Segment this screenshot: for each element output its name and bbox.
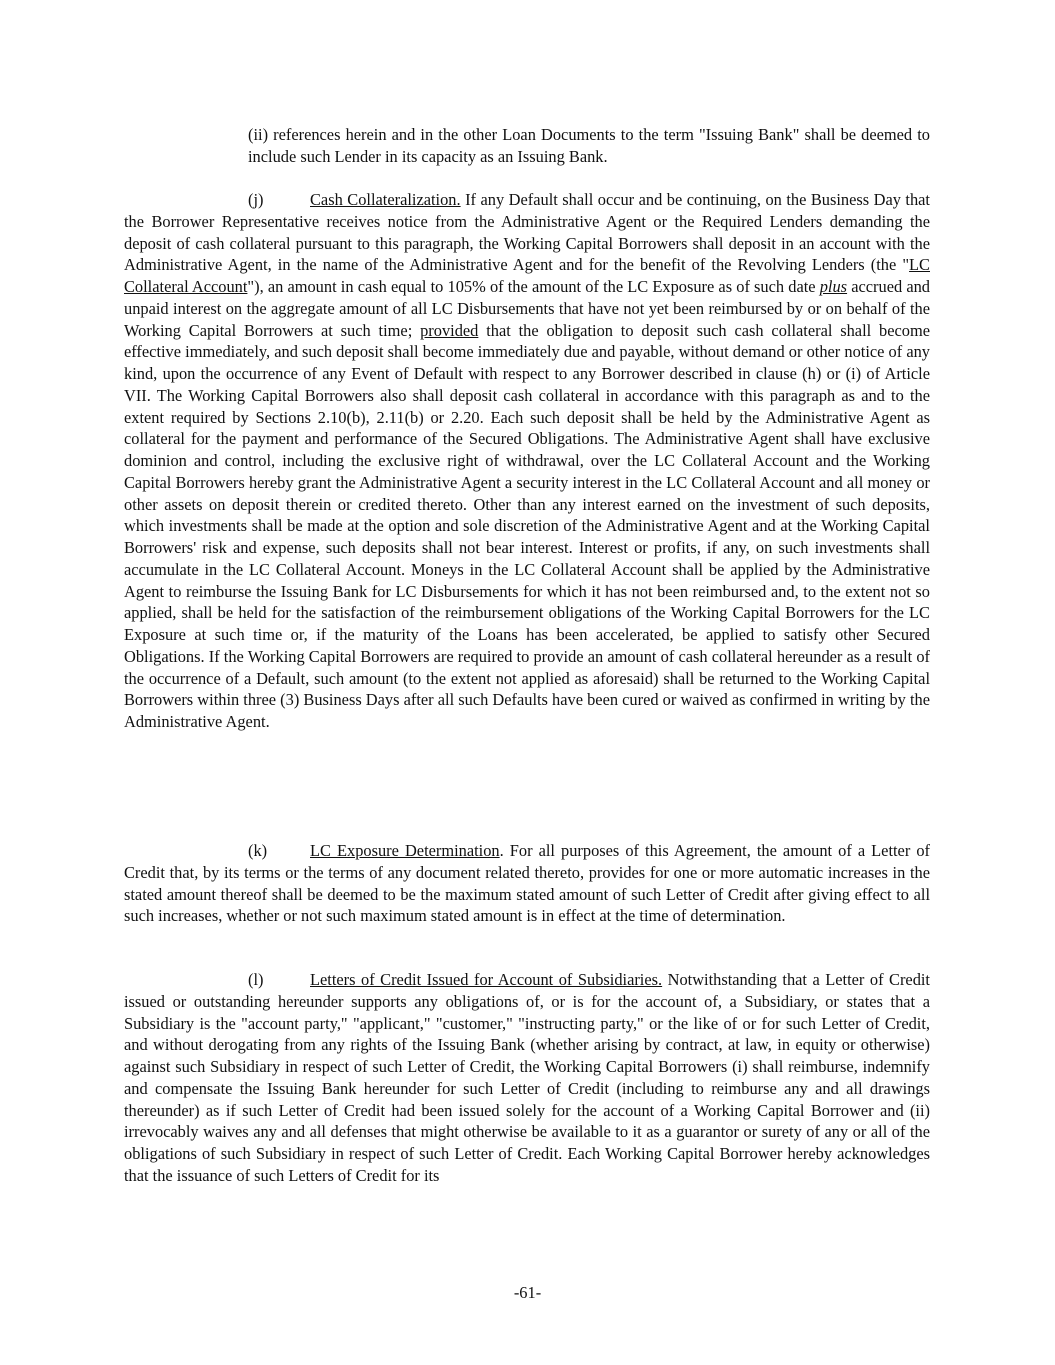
paragraph-l-text-1: Notwithstanding that a Letter of Credit issued or outstanding hereunder supports any obligations of, or is for the account of, a Subsidiary, or states that a Subsidiary is the "account party," "applicant," "customer," "instructing party," or the like of or for such Letter of Credit, and without derogating from any rights of the Issuing Bank (whether arising by contract, at law, in equity or otherwise) against such Subsidiary in respect of such Letter of Credit, the Working Capital Borrowers (i) shall reimburse, indemnify and compensate the Issuing Bank hereunder for such Letter of Credit (including to reimburse any and all drawings thereunder) as if such Letter of Credit had been issued solely for the account of a Working Capital Borrower and (ii) irrevocably waives any and all defenses that might otherwise be available to it as a guarantor or surety of any or all of the obligations of such Subsidiary in respect of such Letter of Credit. Each Working Capital Borrower hereby acknowledges that the issuance of such Letters of Credit for its <box>124 970 930 1185</box>
paragraph-l <box>124 969 930 1187</box>
paragraph-l-label: (l) <box>248 970 264 989</box>
paragraph-j-text-1: If any Default shall occur and be continuing, on the Business Day that the Borrower Representative receives notice from the Administrative Agent or the Required Lenders demanding the deposit of cash collateral pursuant to this paragraph, the Working Capital Borrowers shall deposit in an account with the Administrative Agent, in the name of the Administrative Agent and for the benefit of the Revolving Lenders (the " <box>124 190 930 275</box>
page-number: -61- <box>513 1283 542 1302</box>
sub-item-ii-text: (ii) references herein and in the other Loan Documents to the term "Issuing Bank" shall be deemed to include such Lender in its capacity as an Issuing Bank. <box>248 125 930 166</box>
paragraph-j-text-2: "), an amount in cash equal to 105% of the amount of the LC Exposure as of such date <box>247 277 820 296</box>
term-plus: plus <box>819 277 848 296</box>
defined-term-lc-collateral-account: LC Collateral Account <box>124 255 930 296</box>
paragraph-j <box>124 189 930 733</box>
term-provided: provided <box>420 320 479 340</box>
paragraph-k-heading: LC Exposure Determination <box>310 841 500 860</box>
paragraph-k-label: (k) <box>248 841 268 860</box>
paragraph-k <box>124 840 930 927</box>
paragraph-j-label: (j) <box>248 190 264 209</box>
paragraph-j-text-4: that the obligation to deposit such cash collateral shall become effective immediately, and such deposit shall become immediately due and payable, without demand or other notice of any kind, upon the occurrence of any Event of Default with respect to any Borrower described in clause (h) or (i) of Article VII. The Working Capital Borrowers also shall deposit cash collateral in accordance with this paragraph as and to the extent required by Sections 2.10(b), 2.11(b) or 2.20. Each such deposit shall be held by the Administrative Agent as collateral for the payment and performance of the Secured Obligations. The Administrative Agent shall have exclusive dominion and control, including the exclusive right of withdrawal, over the LC Collateral Account and the Working Capital Borrowers hereby grant the Administrative Agent a security interest in the LC Collateral Account and all money or other assets on deposit therein or credited thereto. Other than any interest earned on the investment of such deposits, which investments shall be made at the option and sole discretion of the Administrative Agent and at the Working Capital Borrowers' risk and expense, such deposits shall not bear interest. Interest or profits, if any, on such investments shall accumulate in the LC Collateral Account. Moneys in the LC Collateral Account shall be applied by the Administrative Agent to reimburse the Issuing Bank for LC Disbursements for which it has not been reimbursed and, to the extent not so applied, shall be held for the satisfaction of the reimbursement obligations of the Working Capital Borrowers for the LC Exposure at such time or, if the maturity of the Loans has been accelerated, be applied to satisfy other Secured Obligations. If the Working Capital Borrowers are required to provide an amount of cash collateral hereunder as a result of the occurrence of a Default, such amount (to the extent not applied as aforesaid) shall be returned to the Working Capital Borrowers within three (3) Business Days after all such Defaults have been cured or waived as confirmed in writing by the Administrative Agent. <box>124 320 931 731</box>
paragraph-k-text-1: . For all purposes of this Agreement, the amount of a Letter of Credit that, by its terms or the terms of any document related thereto, provides for one or more automatic increases in the stated amount thereof shall be deemed to be the maximum stated amount of such Letter of Credit after giving effect to all such increases, whether or not such maximum stated amount is in effect at the time of determination. <box>124 841 930 926</box>
sub-item-ii <box>248 124 930 168</box>
paragraph-j-text-3: accrued and unpaid interest on the aggregate amount of all LC Disbursements that have not yet been reimbursed by or on behalf of the Working Capital Borrowers at such time; <box>124 277 930 340</box>
paragraph-l-heading: Letters of Credit Issued for Account of Subsidiaries. <box>310 970 663 989</box>
paragraph-j-heading: Cash Collateralization. <box>310 190 461 209</box>
